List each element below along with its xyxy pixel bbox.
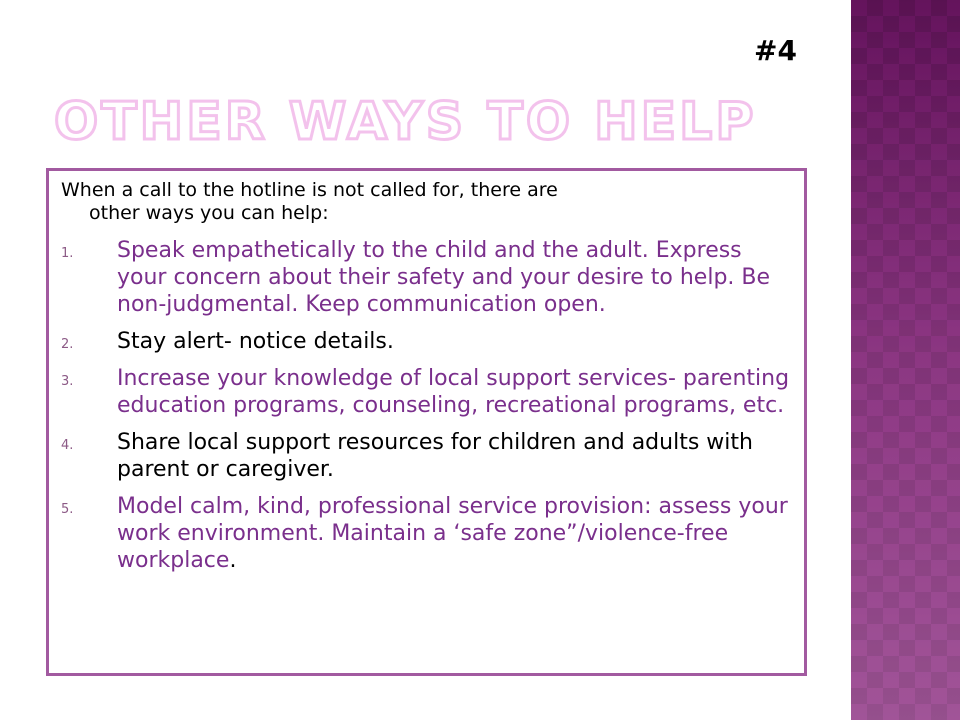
list-item-text: Speak empathetically to the child and the adult. Express your concern about their safety and your desire to help. Be non-judgmental. Keep communication open.: [117, 238, 771, 317]
intro-line-2: other ways you can help:: [89, 202, 329, 224]
list-item-number: 5.: [61, 502, 74, 517]
decorative-side-band: [851, 0, 960, 720]
list-item-number: 1.: [61, 246, 74, 261]
slide-number: #4: [754, 34, 797, 67]
list-item-trailing-period: .: [229, 548, 237, 573]
list-item: [61, 237, 791, 318]
slide-title: OTHER WAYS TO HELP: [54, 92, 757, 152]
list-item: [61, 429, 791, 483]
list-item-text: Stay alert- notice details.: [117, 329, 394, 354]
list-item: [61, 365, 791, 419]
list-item-text: Model calm, kind, professional service provision: assess your work environment. Maintain a ‘safe zone”/violence-free workplace: [117, 494, 788, 573]
intro-text: [61, 179, 791, 225]
list-item-number: 3.: [61, 374, 74, 389]
content-box: [46, 168, 807, 676]
list-item: [61, 328, 791, 355]
list-item-number: 2.: [61, 337, 74, 352]
list-item-text: Increase your knowledge of local support services- parenting education programs, counseling, recreational programs, etc.: [117, 366, 790, 418]
intro-line-1: When a call to the hotline is not called for, there are: [61, 179, 558, 201]
list-item-text: Share local support resources for children and adults with parent or caregiver.: [117, 430, 753, 482]
list-item: [61, 493, 791, 574]
list-item-number: 4.: [61, 438, 74, 453]
help-list: [61, 237, 791, 584]
